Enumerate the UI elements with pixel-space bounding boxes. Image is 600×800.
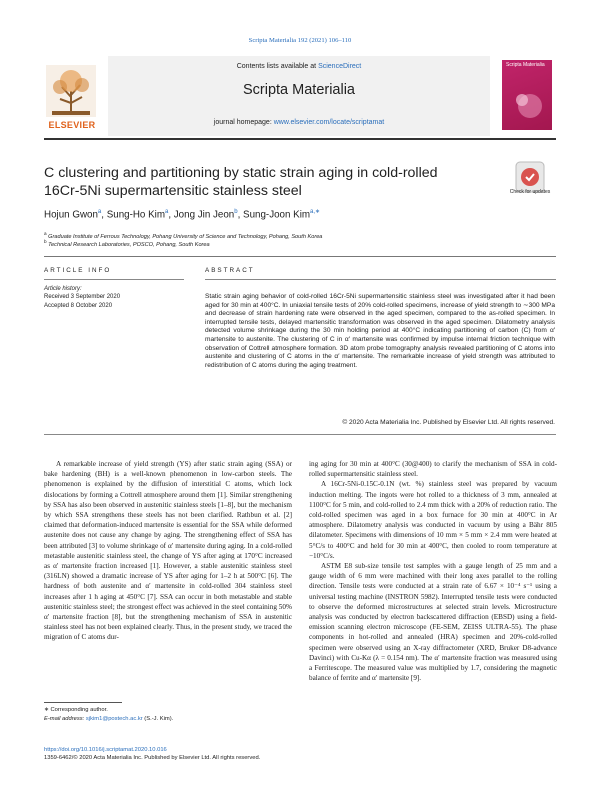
author-name[interactable]: Sung-Ho Kim: [106, 209, 165, 221]
author-name[interactable]: Jong Jin Jeon: [173, 209, 235, 221]
body-column-right: [309, 459, 557, 683]
body-paragraph: A 16Cr-5Ni-0.15C-0.1N (wt. %) stainless steel was prepared by vacuum induction melting. The ingots were hot rolled to a thickness of 3 mm, annealed at 1100°C for 5 min, and cold-rolled to 2.4 mm thick with a 20% of reduction ratio. The cold-rolled specimen was aged in a box furnace for 30 min at 400°C in Ar atmosphere. Dilatometry analysis was conducted in vacuum by using a Bähr 805 dilatometer. Specimens with dimensions of 10 mm × 5 mm × 2.4 mm were heated at 5°C/s to 400°C and held for 30 min at 400°C, then cooled to room temperature at −10°C/s.: [309, 480, 557, 560]
footnote: [44, 706, 284, 724]
body-paragraph: A remarkable increase of yield strength (YS) after static strain aging (SSA) or bake hardening (BH) is a well-known phenomenon in low-carbon steels. The phenomenon is explained by the diffusion of interstitial C atoms, which lock dislocations by forming a Cottrell atmosphere around them [1]. Similar strengthening by SSA has also been observed in austenitic stainless steels [1–8], but the mechanism by which SSA strengthens these steels has not been clarified. Rathbun et al. [2] claimed that deformation-induced martensite is essential for the SSA while deformed austenite does not cause any change by aging. The strengthening effect of SSA has been attributed [3] to volume shrinkage of α′ martensite during aging. In a cold-rolled metastable austenitic stainless steel, the change of YS after aging at 170°C increased as α′ martensite fraction increased [1]. However, a stable austenitic stainless steel (316LN) showed a dramatic increase of YS after aging for 1–2 h at 500°C [6]. The hardness of both austenite and α′ martensite in cold-rolled 304 stainless steel increases after 1 h aging at 450°C [7]. SSA can occur in both metastable and stable austenitic stainless steel; the strongest effect was achieved in the steel containing 50% α′ martensite fraction [8], but the strengthening mechanism of SSA in austenitic stainless steel has not been explained clearly. Thus, in the present study, we traced the migration of C atoms dur-: [44, 460, 292, 642]
author-affiliation-mark[interactable]: a,∗: [310, 209, 321, 215]
issn-copyright: 1359-6462/© 2020 Acta Materialia Inc. Published by Elsevier Ltd. All rights reserved.: [44, 755, 261, 761]
author-name[interactable]: Sung-Joon Kim: [243, 209, 311, 221]
body-column-left: [44, 459, 292, 643]
abstract-text: Static strain aging behavior of cold-rolled 16Cr-5Ni supermartensitic stainless steel was investigated after it had been aged for 30 min at 400°C. In uniaxial tensile tests of 20% cold-rolled specimens, increase of yield strength to ∼300 MPa and decrease of strain hardening rate were observed in the aged specimen, compared to the as-rolled specimen. In interrupted tensile tests, delayed martensitic transformation was observed in the aged specimen. Dilatometry analysis detected volume shrinkage during the 30 min holding period at 400°C indicating partitioning of carbon (C) from α′ martensite to austenite. The clustering of C in α′ martensite was confirmed by impulse internal friction technique with observation of Cottrell atmosphere formation. 3D atom probe tomography analysis revealed partitioning of C atoms into austenite and clustering of C atoms in the α′ martensite. The remarkable increase of yield strength was attributed to redistribution of C atoms during the aging treatment.: [205, 293, 555, 369]
accepted-date: Accepted 8 October 2020: [44, 302, 113, 309]
article-history: [44, 285, 184, 310]
abstract-divider: [44, 434, 556, 435]
homepage-prefix: journal homepage:: [213, 119, 274, 126]
author-affiliation-mark[interactable]: a: [164, 209, 169, 215]
corresponding-author-note: ∗ Corresponding author.: [44, 707, 108, 713]
journal-reference[interactable]: Scripta Materialia 192 (2021) 106–110: [248, 37, 352, 44]
body-paragraph: ASTM E8 sub-size tensile test samples with a gauge length of 25 mm and a gauge width of 6 mm were machined with their long axes parallel to the rolling direction. Tensile tests were conducted at a strain rate of 6.67 × 10⁻⁴ s⁻¹ using a universal testing machine (INSTRON 5982). Interrupted tensile tests were conducted to observe the deformed microstructures at selected strain levels. Microstructure analysis was conducted by electron backscattered diffraction (EBSD) using a field-emission scanning electron microscope (FE-SEM, ZEISS ULTRA-55). The phase components in hot-rolled and annealed (HRA) specimen and 20%-cold-rolled specimen were observed using an X-ray diffractometer (XRD, Bruker D8-advance Davinci) with Cu-Kα (λ = 0.154 nm). The α′ martensite fraction was measured using a Ferritescope. The measured value was multiplied by 1.7, considering the magnetic balance of ferrite and α′ martensite [9].: [309, 562, 557, 683]
received-date: Received 3 September 2020: [44, 294, 121, 301]
header-divider: [44, 138, 556, 140]
email-suffix: (S.-J. Kim).: [142, 716, 174, 722]
journal-cover-image: [502, 60, 552, 130]
doi-link[interactable]: https://doi.org/10.1016/j.scriptamat.2020.10.016: [44, 747, 167, 753]
contents-line: [108, 63, 490, 70]
homepage-line: [108, 119, 490, 126]
check-for-updates-icon[interactable]: [507, 160, 553, 208]
author-affiliation-mark[interactable]: b: [234, 209, 238, 215]
title-line-1: C clustering and partitioning by static strain aging in cold-rolled: [44, 165, 438, 181]
affiliation: [44, 239, 210, 248]
email-label: E-mail address:: [44, 716, 86, 722]
email-line: [44, 715, 284, 724]
author-affiliation-mark[interactable]: a: [97, 209, 102, 215]
author-email-link[interactable]: sjkim1@postech.ac.kr: [85, 716, 143, 722]
affiliation-text: Technical Research Laboratories, POSCO, Pohang, South Korea: [48, 241, 210, 248]
title-line-2: 16Cr-5Ni supermartensitic stainless steel: [44, 182, 302, 199]
author-list: Hojun Gwon$^a$, Sung-Ho Kim$^a$, Jong Jin Jeon$^b$, Sung-Joon Kim$^{a,∗}$: [44, 209, 321, 221]
abstract-rule: [205, 279, 556, 280]
journal-name: Scripta Materialia: [242, 82, 355, 98]
sciencedirect-link[interactable]: ScienceDirect: [318, 63, 362, 70]
affiliation-mark: a: [44, 231, 47, 236]
article-info-heading: ARTICLE INFO: [44, 267, 112, 274]
abstract-heading: ABSTRACT: [205, 267, 255, 274]
cover-title: Scripta Materialia: [506, 62, 545, 68]
footnote-rule: [44, 702, 122, 703]
cover-pattern-icon: [502, 60, 552, 130]
affiliation-mark: b: [44, 239, 47, 244]
elsevier-wordmark: ELSEVIER: [48, 120, 96, 130]
contents-prefix: Contents lists available at: [236, 63, 319, 70]
journal-homepage-link[interactable]: www.elsevier.com/locate/scriptamat: [273, 119, 385, 126]
article-title: [44, 165, 484, 200]
authors-divider: [44, 256, 556, 257]
check-for-updates-label: Check for updates: [509, 189, 551, 195]
history-label: Article history:: [44, 286, 82, 292]
copyright-line: © 2020 Acta Materialia Inc. Published by Elsevier Ltd. All rights reserved.: [342, 419, 555, 426]
author-name[interactable]: Hojun Gwon: [44, 209, 98, 221]
affiliation-text: Graduate Institute of Ferrous Technology, Pohang University of Science and Technology, Pohang, South Korea: [48, 233, 323, 240]
article-info-rule: [44, 279, 184, 280]
body-paragraph: ing aging for 30 min at 400°C (30@400) to clarify the mechanism of SSA in cold-rolled supermartensitic stainless steel.: [309, 460, 557, 479]
